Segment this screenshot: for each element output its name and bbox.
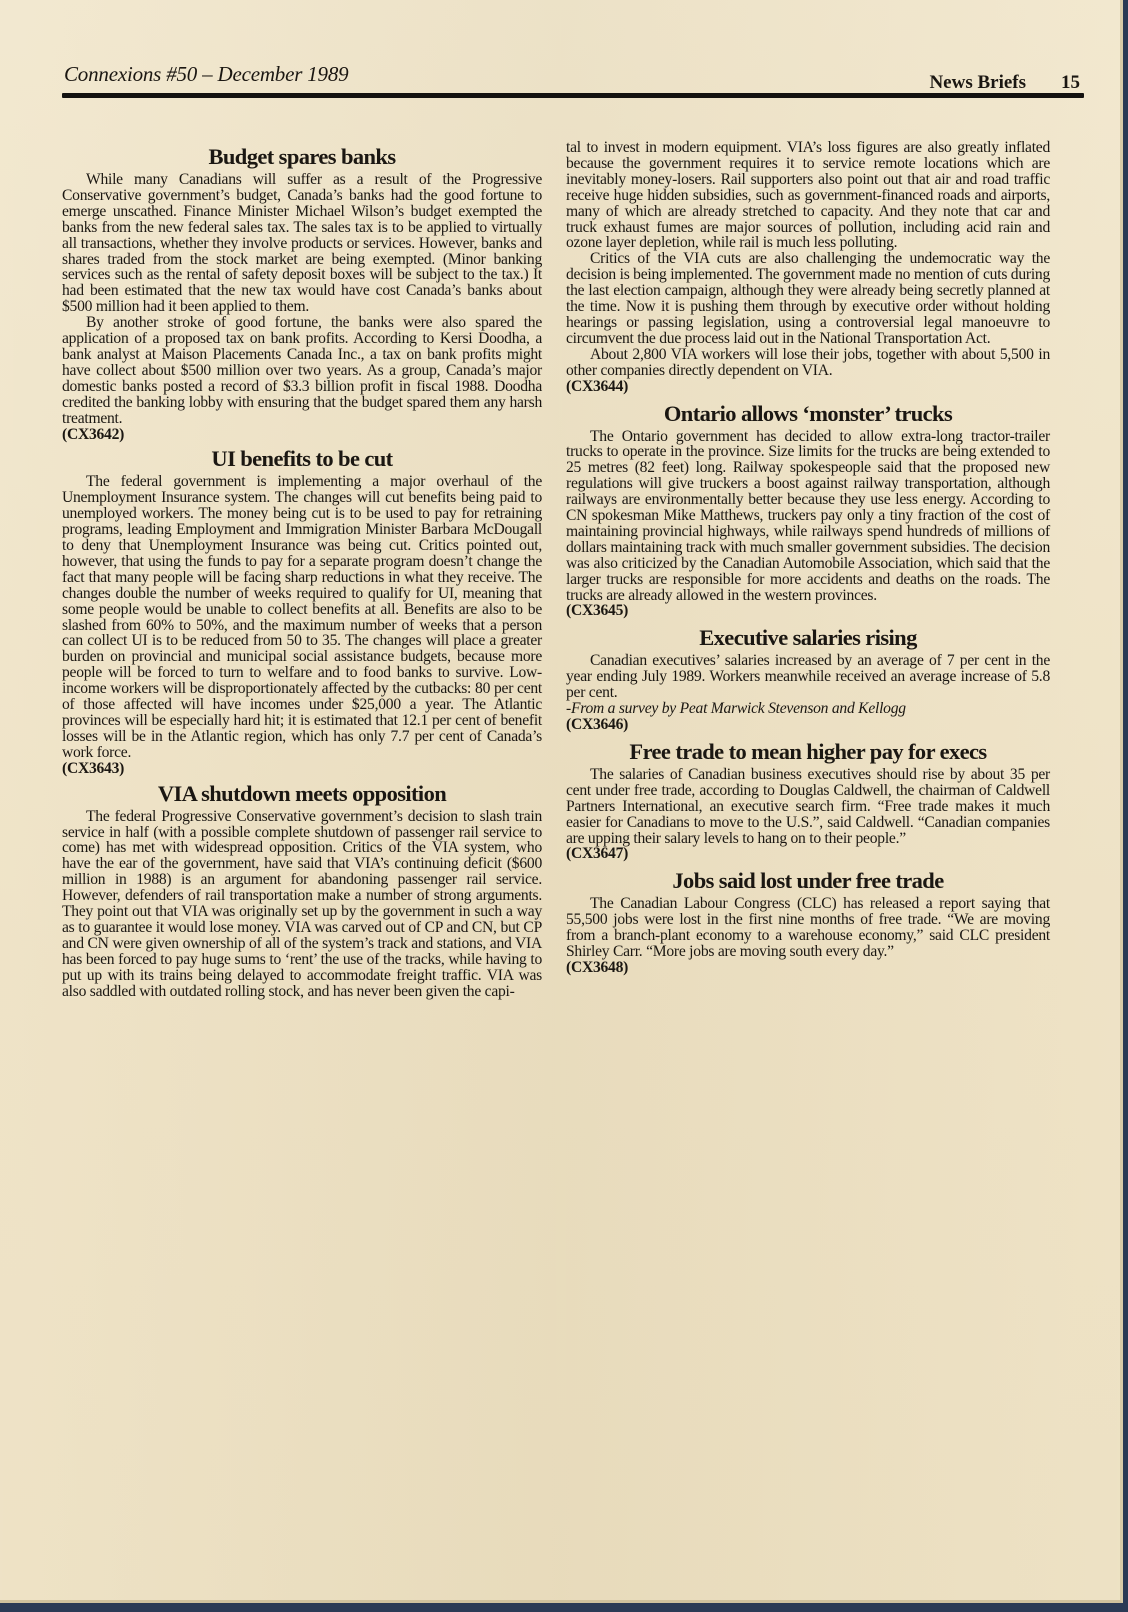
article-ui-benefits [62,446,542,776]
header-rule [62,93,1084,98]
article-paragraph: By another stroke of good fortune, the banks were also spared the application of a proposed tax on bank profits. According to Kersi Doodha, a bank analyst at Maison Placements Canada Inc., a tax on bank profits might have collect about $500 million over two years. As a group, Canada’s major domestic banks posted a record of $3.3 billion profit in fiscal 1988. Doodha credited the banking lobby with ensuring that the budget spared them any harsh treatment. [62,314,542,427]
article-via-shutdown [62,781,542,1000]
article-free-trade-execs [566,739,1050,862]
article-code: (CX3648) [566,958,629,976]
left-column [62,140,542,1000]
publication-title: Connexions #50 – December 1989 [64,62,349,86]
article-title: Executive salaries rising [699,625,917,651]
article-title: Jobs said lost under free trade [672,868,944,894]
page-number: 15 [1061,72,1080,93]
article-budget-spares-banks [62,144,542,442]
article-title: UI benefits to be cut [211,446,393,472]
article-paragraph: The federal Progressive Conservative government’s decision to slash train service in half (with a possible complete shutdown of passenger rail service to come) has met with widespread opposition. Critics of the VIA system, who have the ear of the government, have said that VIA’s continuing deficit ($600 million in 1988) is an argument for abandoning passenger rail service. However, defenders of rail transportation make a number of strong arguments. They point out that VIA was originally set up by the government in such a way as to guarantee it would lose money. VIA was carved out of CP and CN, but CP and CN were given ownership of all of the system’s track and stations, and VIA has been forced to pay huge sums to ‘rent’ the use of the tracks, while having to put up with its trains being delayed to accommodate freight traffic. VIA was also saddled with outdated rolling stock, and has never been given the capi- [62,807,542,1000]
article-title: Free trade to mean higher pay for execs [629,738,987,764]
article-via-shutdown-continued [566,140,1050,395]
article-monster-trucks [566,401,1050,620]
article-paragraph: tal to invest in modern equipment. VIA’s loss figures are also greatly inflated because the government requires it to service remote locations which are inevitably money-losers. Rail supporters also point out that air and road traffic receive huge hidden subsidies, such as government-financed roads and airports, many of which are already stretched to capacity. And they note that car and truck exhaust fumes are major sources of pollution, including acid rain and ozone layer depletion, while rail is much less polluting. [566,139,1050,252]
article-paragraph: While many Canadians will suffer as a result of the Progressive Conservative government’s budget, Canada’s banks had the good fortune to emerge unscathed. Finance Minister Michael Wilson’s budget exempted the banks from the new federal sales tax. The sales tax is to be applied to virtually all transactions, whether they involve products or services. However, banks and shares traded from the stock market are being exempted. (Minor banking services such as the rental of safety deposit boxes will be subject to the tax.) It had been estimated that the new tax would have cost Canada’s banks about $500 million had it been applied to them. [62,171,542,316]
article-executive-salaries [566,625,1050,733]
article-title: Ontario allows ‘monster’ trucks [663,400,953,426]
article-code: (CX3644) [566,377,629,395]
article-title: Budget spares banks [208,144,396,169]
article-jobs-lost [566,868,1050,976]
article-paragraph: The Ontario government has decided to allow extra-long tractor-trailer trucks to operate in the province. Size limits for the trucks are being extended to 25 metres (82 feet) long. Railway spokespeople said that the proposed new regulations will give truckers a boost against railway transportation, although railways are environmentally better because they use less energy. According to CN spokesman Mike Matthews, truckers pay only a tiny fraction of the cost of maintaining provincial highways, while railways spend hundreds of millions of dollars maintaining track with much smaller government subsidies. The decision was also criticized by the Canadian Automobile Association, which said that the larger trucks are responsible for more accidents and deaths on the roads. The trucks are already allowed in the western provinces. [566,427,1050,604]
article-code: (CX3646) [566,716,629,733]
article-paragraph: Canadian executives’ salaries increased by an average of 7 per cent in the year ending July 1989. Workers meanwhile received an average increase of 5.8 per cent. [566,652,1050,702]
article-code: (CX3645) [566,602,629,620]
article-paragraph: About 2,800 VIA workers will lose their jobs, together with about 5,500 in other companies directly dependent on VIA. [566,345,1050,379]
section-title: News Briefs [929,72,1026,93]
article-code: (CX3647) [566,845,629,863]
article-paragraph: Critics of the VIA cuts are also challenging the undemocratic way the decision is being implemented. The government made no mention of cuts during the last election campaign, although they were already being secretly planned at the time. Now it is pushing them through by executive order without holding hearings or passing legislation, using a controversial legal manoeuvre to circumvent the due process laid out in the National Transportation Act. [566,250,1050,347]
article-title: VIA shutdown meets opposition [157,780,447,806]
article-paragraph: The Canadian Labour Congress (CLC) has released a report saying that 55,500 jobs were lost in the first nine months of free trade. “We are moving from a branch-plant economy to a warehouse economy,” said CLC president Shirley Carr. “More jobs are moving south every day.” [566,895,1050,961]
article-code: (CX3643) [62,759,125,777]
article-paragraph: The salaries of Canadian business executives should rise by about 35 per cent under free trade, according to Douglas Caldwell, the chairman of Caldwell Partners International, an executive search firm. “Free trade makes it much easier for Canadians to move to the U.S.”, said Caldwell. “Canadian companies are upping their salary levels to hang on to their people.” [566,765,1050,847]
article-source: -From a survey by Peat Marwick Stevenson and Kellogg [566,700,906,718]
article-code: (CX3642) [62,425,125,443]
right-column [566,140,1050,978]
article-paragraph: The federal government is implementing a major overhaul of the Unemployment Insurance system. The changes will cut benefits being paid to unemployed workers. The money being cut is to be used to pay for retraining programs, leading Employment and Immigration Minister Barbara McDougall to deny that Unemployment Insurance was being cut. Critics pointed out, however, that using the funds to pay for a separate program doesn’t change the fact that many people will be facing sharp reductions in what they receive. The changes double the number of weeks required to qualify for UI, meaning that some people would be unable to collect benefits at all. Benefits are also to be slashed from 60% to 50%, and the maximum number of weeks that a person can collect UI is to be reduced from 50 to 35. The changes will place a greater burden on provincial and municipal social assistance budgets, because more people will be forced to turn to welfare and to food banks to survive. Low-income workers will be disproportionately affected by the cutbacks: 80 per cent of those affected will have incomes under $25,000 a year. The Atlantic provinces will be especially hard hit; it is estimated that 12.1 per cent of benefit losses will be in the Atlantic region, which has only 7.7 per cent of Canada’s work force. [62,473,542,761]
